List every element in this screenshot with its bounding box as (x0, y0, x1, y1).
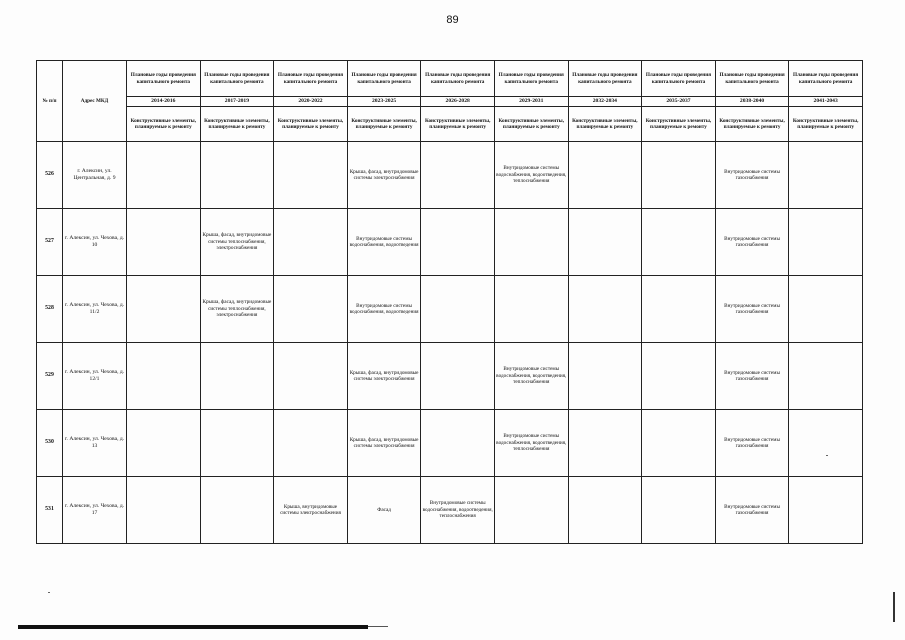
row-address: г. Алексин, ул. Чехова, д. 12/1 (63, 343, 127, 410)
work-cell: Крыша, фасад, внутридомовые системы теплоснабжения, электроснабжения (200, 209, 274, 276)
work-cell (127, 209, 201, 276)
header-num: № п/п (37, 61, 63, 142)
work-cell (642, 142, 716, 209)
work-cell (127, 142, 201, 209)
work-cell: Внутридомовые системы водоснабжения, водоотведения, теплоснабжения (494, 410, 568, 477)
header-elements-cell: Конструктивные элементы, планируемые к ремонту (789, 107, 863, 142)
header-period: 2041-2043 (789, 97, 863, 107)
row-number: 526 (37, 142, 63, 209)
work-cell (421, 343, 495, 410)
work-cell (568, 410, 642, 477)
work-cell (568, 276, 642, 343)
work-cell (642, 477, 716, 544)
capital-repair-table (36, 60, 863, 544)
row-address: г. Алексин, ул. Чехова, д. 11/2 (63, 276, 127, 343)
work-cell (789, 142, 863, 209)
work-cell: Внутридомовые системы водоснабжения, водоотведения (347, 209, 421, 276)
work-cell (274, 410, 348, 477)
work-cell: Крыша, фасад, внутридомовые системы электроснабжения (347, 142, 421, 209)
work-cell: Внутридомовые системы газоснабжения (715, 343, 789, 410)
work-cell: Внутридомовые системы водоснабжения, водоотведения, теплоснабжения (494, 142, 568, 209)
header-period: 2014-2016 (127, 97, 201, 107)
work-cell (200, 477, 274, 544)
work-cell (274, 209, 348, 276)
work-cell: Крыша, внутридомовые системы электроснабжения (274, 477, 348, 544)
row-number: 528 (37, 276, 63, 343)
work-cell (642, 209, 716, 276)
work-cell (421, 276, 495, 343)
header-period: 2026-2028 (421, 97, 495, 107)
header-period: 2020-2022 (274, 97, 348, 107)
table-row (37, 209, 863, 276)
header-elements-cell: Конструктивные элементы, планируемые к ремонту (200, 107, 274, 142)
work-cell (789, 209, 863, 276)
header-plan-cell: Плановые годы проведения капитального ремонта (274, 61, 348, 97)
header-plan-cell: Плановые годы проведения капитального ремонта (789, 61, 863, 97)
work-cell (789, 276, 863, 343)
work-cell (127, 477, 201, 544)
work-cell: Крыша, фасад, внутридомовые системы теплоснабжения, электроснабжения (200, 276, 274, 343)
header-period: 2032-2034 (568, 97, 642, 107)
header-elements-cell: Конструктивные элементы, планируемые к ремонту (715, 107, 789, 142)
row-address: г. Алексин, ул. Центральная, д. 9 (63, 142, 127, 209)
row-address: г. Алексин, ул. Чехова, д. 17 (63, 477, 127, 544)
work-cell (789, 410, 863, 477)
table-row (37, 276, 863, 343)
header-plan-cell: Плановые годы проведения капитального ремонта (568, 61, 642, 97)
work-cell (568, 142, 642, 209)
header-row-years (37, 97, 863, 107)
row-number: 530 (37, 410, 63, 477)
work-cell (642, 276, 716, 343)
work-cell: Внутридомовые системы газоснабжения (715, 410, 789, 477)
work-cell (568, 477, 642, 544)
work-cell (200, 142, 274, 209)
work-cell (421, 209, 495, 276)
header-row-plan (37, 61, 863, 97)
row-number: 529 (37, 343, 63, 410)
table-row (37, 477, 863, 544)
row-address: г. Алексин, ул. Чехова, д. 13 (63, 410, 127, 477)
header-period: 2038-2040 (715, 97, 789, 107)
work-cell: Внутридомовые системы водоснабжения, водоотведения, теплоснабжения (421, 477, 495, 544)
header-elements-cell: Конструктивные элементы, планируемые к ремонту (642, 107, 716, 142)
header-plan-cell: Плановые годы проведения капитального ремонта (642, 61, 716, 97)
work-cell (274, 142, 348, 209)
header-row-elements (37, 107, 863, 142)
work-cell: Внутридомовые системы водоснабжения, водоотведения, теплоснабжения (494, 343, 568, 410)
work-cell: Фасад (347, 477, 421, 544)
work-cell (421, 142, 495, 209)
header-elements-cell: Конструктивные элементы, планируемые к ремонту (347, 107, 421, 142)
scan-edge-bar (18, 625, 368, 629)
header-plan-cell: Плановые годы проведения капитального ремонта (494, 61, 568, 97)
header-plan-cell: Плановые годы проведения капитального ремонта (347, 61, 421, 97)
header-plan-cell: Плановые годы проведения капитального ремонта (127, 61, 201, 97)
header-plan-cell: Плановые годы проведения капитального ремонта (200, 61, 274, 97)
page-number: 89 (446, 14, 459, 26)
row-address: г. Алексин, ул. Чехова, д. 10 (63, 209, 127, 276)
header-period: 2023-2025 (347, 97, 421, 107)
header-period: 2029-2031 (494, 97, 568, 107)
header-plan-cell: Плановые годы проведения капитального ремонта (421, 61, 495, 97)
work-cell (494, 477, 568, 544)
work-cell: Внутридомовые системы газоснабжения (715, 142, 789, 209)
header-elements-cell: Конструктивные элементы, планируемые к ремонту (127, 107, 201, 142)
work-cell (127, 410, 201, 477)
scan-edge-mark (893, 592, 895, 622)
work-cell (642, 410, 716, 477)
work-cell: Внутридомовые системы водоснабжения, водоотведения (347, 276, 421, 343)
scan-edge-line (368, 626, 388, 627)
work-cell (568, 343, 642, 410)
work-cell (274, 343, 348, 410)
header-plan-cell: Плановые годы проведения капитального ремонта (715, 61, 789, 97)
header-elements-cell: Конструктивные элементы, планируемые к ремонту (274, 107, 348, 142)
header-elements-cell: Конструктивные элементы, планируемые к ремонту (568, 107, 642, 142)
scan-speck (48, 592, 50, 593)
table-row (37, 343, 863, 410)
header-elements-cell: Конструктивные элементы, планируемые к ремонту (421, 107, 495, 142)
work-cell: Внутридомовые системы газоснабжения (715, 477, 789, 544)
work-cell (568, 209, 642, 276)
table-row (37, 142, 863, 209)
work-cell (127, 343, 201, 410)
work-cell: Крыша, фасад, внутридомовые системы электроснабжения (347, 410, 421, 477)
work-cell (274, 276, 348, 343)
work-cell (200, 343, 274, 410)
table-row (37, 410, 863, 477)
header-address: Адрес МКД (63, 61, 127, 142)
row-number: 531 (37, 477, 63, 544)
work-cell (200, 410, 274, 477)
header-elements-cell: Конструктивные элементы, планируемые к ремонту (494, 107, 568, 142)
work-cell (421, 410, 495, 477)
work-cell (789, 343, 863, 410)
work-cell (494, 209, 568, 276)
header-period: 2017-2019 (200, 97, 274, 107)
work-cell: Внутридомовые системы газоснабжения (715, 276, 789, 343)
work-cell (494, 276, 568, 343)
work-cell: Внутридомовые системы газоснабжения (715, 209, 789, 276)
scan-speck (826, 455, 828, 456)
work-cell (642, 343, 716, 410)
work-cell (789, 477, 863, 544)
work-cell (127, 276, 201, 343)
header-period: 2035-2037 (642, 97, 716, 107)
row-number: 527 (37, 209, 63, 276)
work-cell: Крыша, фасад, внутридомовые системы электроснабжения (347, 343, 421, 410)
